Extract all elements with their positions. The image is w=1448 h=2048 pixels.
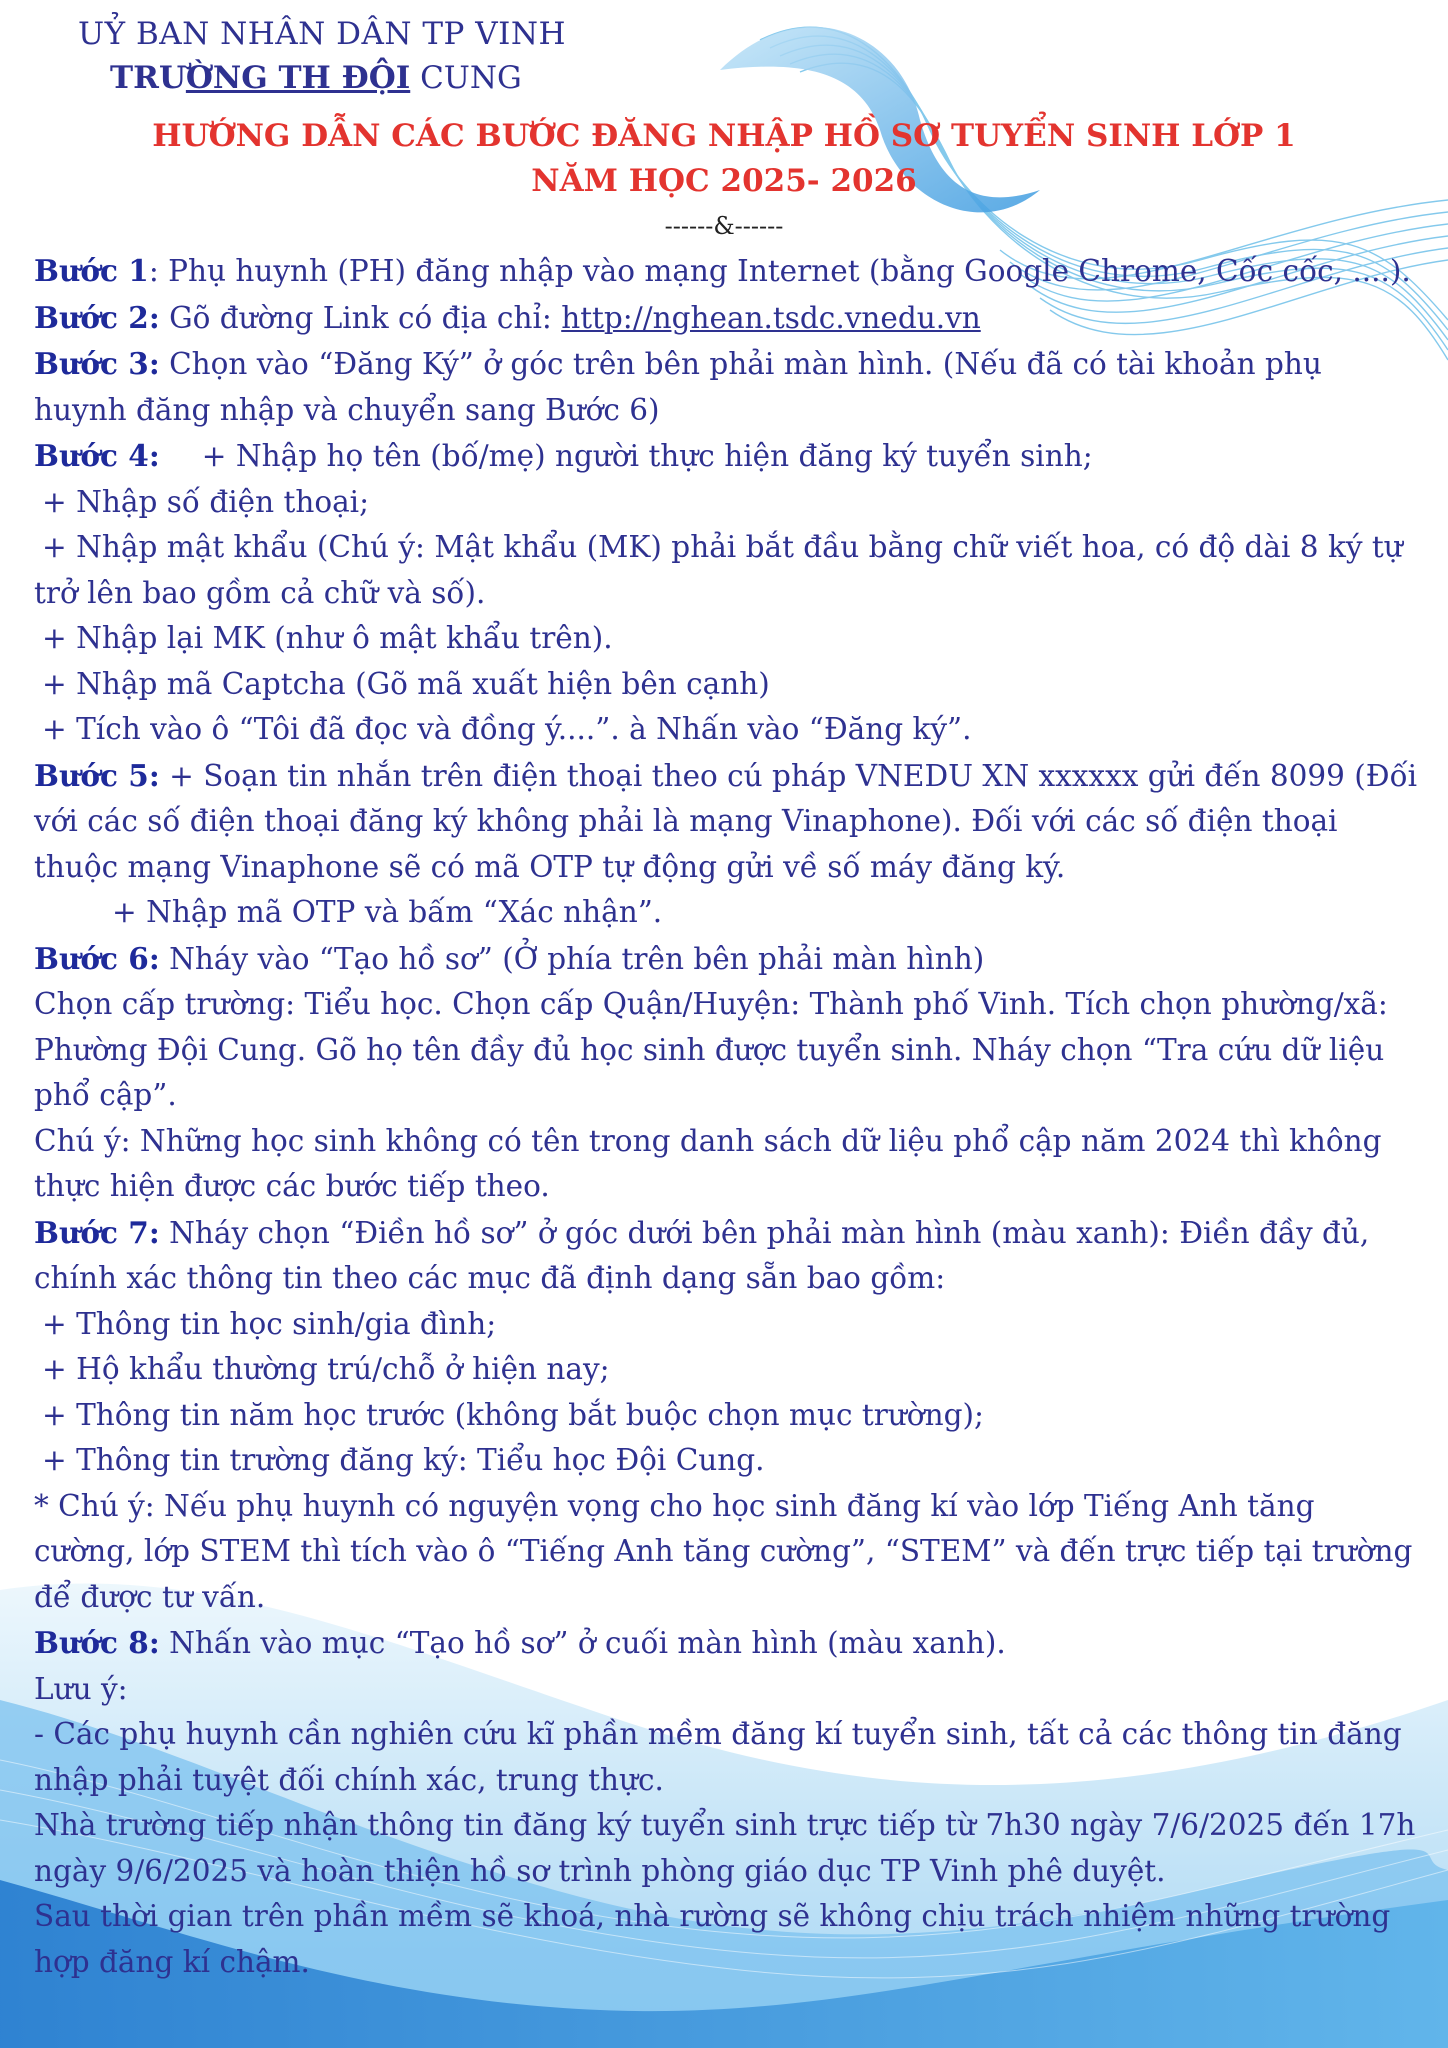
step-4-item: + Tích vào ô “Tôi đã đọc và đồng ý....”. à Nhấn vào “Đăng ký”. bbox=[42, 712, 972, 746]
step-4-item: + Nhập mã Captcha (Gõ mã xuất hiện bên cạnh) bbox=[42, 666, 770, 701]
note-line: Sau thời gian trên phần mềm sẽ khoá, nhà rường sẽ không chịu trách nhiệm những trường bbox=[34, 1899, 1391, 1933]
step-5-cont: thuộc mạng Vinaphone sẽ có mã OTP tự động gửi về số máy đăng ký. bbox=[34, 849, 1066, 884]
step-text: Chọn vào “Đăng Ký” ở góc trên bên phải màn hình. (Nếu đã có tài khoản phụ bbox=[159, 347, 1322, 381]
step-7-item: + Thông tin trường đăng ký: Tiểu học Đội Cung. bbox=[42, 1443, 765, 1477]
step-label: Bước 7: bbox=[34, 1214, 160, 1250]
step-7-item: + Thông tin học sinh/gia đình; bbox=[42, 1306, 497, 1341]
note-line: hợp đăng kí chậm. bbox=[34, 1944, 310, 1979]
school-name-part2: ỜNG TH ĐỘI bbox=[185, 60, 411, 96]
step-label: Bước 2: bbox=[34, 299, 160, 335]
doc-title: HƯỚNG DẪN CÁC BƯỚC ĐĂNG NHẬP HỒ SƠ TUYỂN SINH LỚP 1 bbox=[152, 118, 1296, 154]
step-4-item: + Nhập số điện thoại; bbox=[42, 484, 370, 519]
step-7-item: + Thông tin năm học trước (không bắt buộc chọn mục trường); bbox=[42, 1397, 984, 1432]
step-7-item: + Hộ khẩu thường trú/chỗ ở hiện nay; bbox=[42, 1352, 610, 1386]
step-3 bbox=[34, 341, 1434, 388]
step-1 bbox=[34, 248, 1434, 295]
step-label: Bước 3: bbox=[34, 346, 160, 381]
step-7-note: để được tư vấn. bbox=[34, 1579, 266, 1614]
step-5-cont: với các số điện thoại đăng ký không phải là mạng Vinaphone). Đối với các số điện thoại bbox=[34, 804, 1338, 838]
step-6-detail: Phường Đội Cung. Gõ họ tên đầy đủ học sinh được tuyển sinh. Nháy chọn “Tra cứu dữ liệu bbox=[34, 1032, 1385, 1067]
step-7-cont: chính xác thông tin theo các mục đã định dạng sẵn bao gồm: bbox=[34, 1261, 946, 1295]
step-6-note: Chú ý: Những học sinh không có tên trong danh sách dữ liệu phổ cập năm 2024 thì không bbox=[34, 1123, 1382, 1158]
step-label: Bước 8: bbox=[34, 1625, 160, 1660]
step-7-note: * Chú ý: Nếu phụ huynh có nguyện vọng cho học sinh đăng kí vào lớp Tiếng Anh tăng bbox=[34, 1488, 1315, 1523]
step-text: Gõ đường Link có địa chỉ: bbox=[159, 300, 562, 335]
step-6 bbox=[34, 936, 1434, 983]
organization-name: UỶ BAN NHÂN DÂN TP VINH bbox=[78, 16, 567, 52]
step-7 bbox=[34, 1210, 1434, 1257]
school-name-part1: TRƯ bbox=[110, 60, 186, 96]
step-text: + Soạn tin nhắn trên điện thoại theo cú pháp VNEDU XN xxxxxx gửi đến 8099 (Đối bbox=[159, 758, 1418, 793]
step-6-note: thực hiện được các bước tiếp theo. bbox=[34, 1169, 550, 1203]
step-4-item-cont: trở lên bao gồm cả chữ và số). bbox=[34, 575, 486, 610]
step-label: Bước 1 bbox=[34, 253, 149, 288]
notes-heading: Lưu ý: bbox=[34, 1671, 128, 1706]
step-4-item: + Nhập mật khẩu (Chú ý: Mật khẩu (MK) phải bắt đầu bằng chữ viết hoa, có độ dài 8 ký tự bbox=[42, 530, 1403, 564]
registration-link[interactable]: http://nghean.tsdc.vnedu.vn bbox=[561, 300, 981, 335]
step-5-item: + Nhập mã OTP và bấm “Xác nhận”. bbox=[112, 895, 663, 929]
step-3-cont: huynh đăng nhập và chuyển sang Bước 6) bbox=[34, 392, 660, 427]
note-line: nhập phải tuyệt đối chính xác, trung thực. bbox=[34, 1762, 664, 1797]
step-6-detail: phổ cập”. bbox=[34, 1078, 177, 1112]
step-4-item: + Nhập lại MK (như ô mật khẩu trên). bbox=[42, 621, 613, 655]
step-text: Nháy chọn “Điền hồ sơ” ở góc dưới bên phải màn hình (màu xanh): Điền đầy đủ, bbox=[159, 1215, 1370, 1250]
separator: ------&------ bbox=[664, 212, 784, 240]
step-2 bbox=[34, 295, 1434, 342]
step-label: Bước 5: bbox=[34, 757, 160, 793]
doc-subtitle: NĂM HỌC 2025- 2026 bbox=[531, 163, 917, 199]
step-label: Bước 4: bbox=[34, 438, 160, 473]
note-line: ngày 9/6/2025 và hoàn thiện hồ sơ trình phòng giáo dục TP Vinh phê duyệt. bbox=[34, 1853, 1166, 1888]
step-8 bbox=[34, 1620, 1434, 1667]
step-text: Nhấn vào mục “Tạo hồ sơ” ở cuối màn hình (màu xanh). bbox=[159, 1626, 1006, 1660]
instructions-body bbox=[34, 248, 1434, 1985]
note-line: Nhà trường tiếp nhận thông tin đăng ký tuyển sinh trực tiếp từ 7h30 ngày 7/6/2025 đến 17h bbox=[34, 1808, 1416, 1842]
step-text: + Nhập họ tên (bố/mẹ) người thực hiện đăng ký tuyển sinh; bbox=[201, 439, 1093, 473]
step-5 bbox=[34, 753, 1434, 800]
step-4 bbox=[34, 433, 1434, 480]
step-6-detail: Chọn cấp trường: Tiểu học. Chọn cấp Quận/Huyện: Thành phố Vinh. Tích chọn phường/xã: bbox=[34, 987, 1388, 1021]
step-text: Nháy vào “Tạo hồ sơ” (Ở phía trên bên phải màn hình) bbox=[159, 941, 985, 976]
step-label: Bước 6: bbox=[34, 940, 160, 976]
step-text: : Phụ huynh (PH) đăng nhập vào mạng Internet (bằng Google Chrome, Cốc cốc, ....). bbox=[148, 254, 1411, 288]
school-name-part3: CUNG bbox=[410, 60, 522, 96]
note-line: - Các phụ huynh cần nghiên cứu kĩ phần mềm đăng kí tuyển sinh, tất cả các thông tin đăng bbox=[34, 1717, 1402, 1751]
step-7-note: cường, lớp STEM thì tích vào ô “Tiếng Anh tăng cường”, “STEM” và đến trực tiếp tại trường bbox=[34, 1534, 1413, 1568]
school-name bbox=[110, 60, 522, 96]
